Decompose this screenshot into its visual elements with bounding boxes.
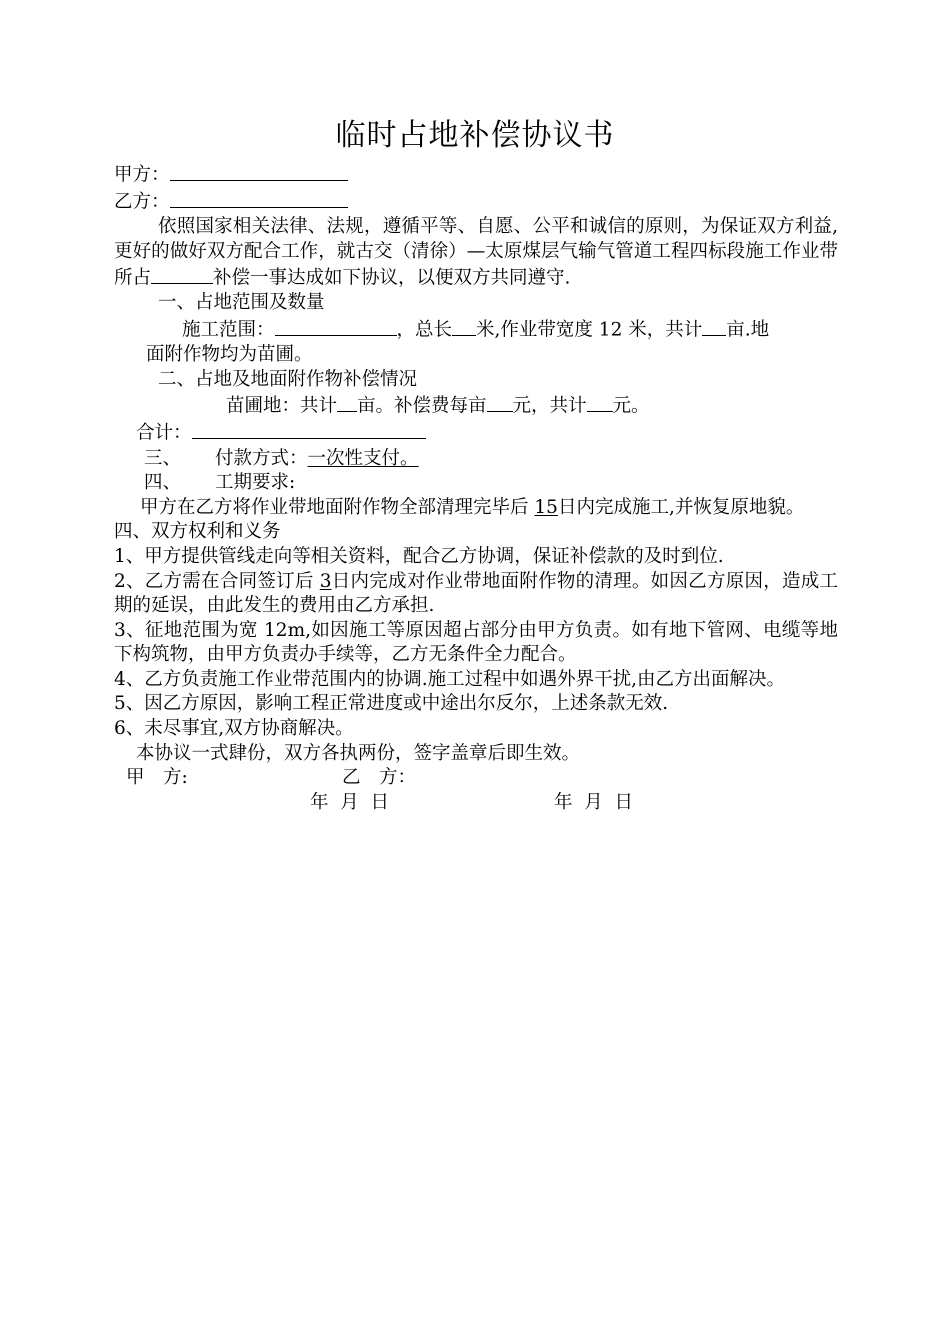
section2-heading: 二、占地及地面附作物补偿情况 <box>158 368 418 390</box>
scope-text-2: 米,作业带宽度 12 米，共计 <box>476 319 703 341</box>
party-b-label: 乙方： <box>114 191 170 213</box>
rights-item-2-days: 3 <box>319 570 332 592</box>
party-a-line <box>114 161 838 188</box>
party-a-blank <box>170 161 348 181</box>
rights-heading: 四、双方权利和义务 <box>114 521 281 543</box>
total-line <box>114 419 838 446</box>
nursery-text-d: 元。 <box>612 395 650 417</box>
scope-text-1: ，总长 <box>396 319 453 341</box>
nursery-text-b: 亩。补偿费每亩 <box>357 395 487 417</box>
document-title: 临时占地补偿协议书 <box>335 118 615 153</box>
signature-party-a: 甲 方: <box>126 767 188 789</box>
section1-scope-cont: 面附作物均为苗圃。 <box>146 344 313 366</box>
schedule-days: 15 <box>534 496 558 518</box>
date-party-a: 年 月 日 <box>310 791 390 813</box>
section4-line <box>114 471 838 496</box>
party-a-label: 甲方： <box>114 164 170 186</box>
rights-item-2-b: 日内完成对作业带地面附作物的清理。如因乙方原因，造成工期的延误，由此发生的费用由乙方承担. <box>114 570 838 617</box>
rights-item-2-a: 2、乙方需在合同签订后 <box>114 570 320 592</box>
scope-label: 施工范围： <box>182 319 275 341</box>
date-line <box>114 791 838 816</box>
nursery-total-blank <box>587 392 613 412</box>
length-blank <box>452 316 476 336</box>
payment-method-value: 一次性支付。 <box>307 447 419 469</box>
schedule-text-b: 日内完成施工,并恢复原地貌。 <box>557 496 805 518</box>
scope-blank <box>275 316 397 336</box>
schedule-text-a: 甲方在乙方将作业带地面附作物全部清理完毕后 <box>140 496 535 518</box>
rights-item-2 <box>114 570 838 619</box>
rights-item-6: 6、未尽事宜,双方协商解决。 <box>114 718 354 740</box>
signature-party-b: 乙 方： <box>342 767 417 789</box>
section4-label: 工期要求: <box>215 472 296 494</box>
party-b-line <box>114 188 838 215</box>
nursery-rate-blank <box>487 392 513 412</box>
rights-item-3: 3、征地范围为宽 12m,如因施工等原因超占部分由甲方负责。如有地下管网、电缆等地下构筑物，由甲方负责办手续等，乙方无条件全力配合。 <box>114 619 838 666</box>
section1-scope-line <box>114 316 838 343</box>
section3-number: 三、 <box>144 447 182 469</box>
intro-text-1: 依照国家相关法律、法规，遵循平等、自愿、公平和诚信的原则，为保证双方利益,更好的做好双方配合工作，就古交（清徐）—太原煤层气输气管道工程四标段施工作业带所占 <box>114 216 838 289</box>
document-body <box>114 161 838 815</box>
section1-heading: 一、占地范围及数量 <box>158 292 325 314</box>
rights-item-4: 4、乙方负责施工作业带范围内的协调.施工过程中如遇外界干扰,由乙方出面解决。 <box>114 668 786 690</box>
nursery-text-a: 苗圃地：共计 <box>226 395 338 417</box>
intro-blank <box>151 264 213 284</box>
intro-text-2: 补偿一事达成如下协议，以便双方共同遵守. <box>213 267 571 289</box>
intro-paragraph <box>114 215 838 291</box>
scope-text-3: 亩.地 <box>726 319 770 341</box>
section3-label: 付款方式： <box>215 447 308 469</box>
rights-item-1: 1、甲方提供管线走向等相关资料，配合乙方协调，保证补偿款的及时到位. <box>114 545 724 567</box>
schedule-paragraph <box>114 496 838 521</box>
closing-statement: 本协议一式肆份，双方各执两份，签字盖章后即生效。 <box>136 742 581 764</box>
section4-number: 四、 <box>144 472 182 494</box>
nursery-line <box>114 392 838 419</box>
nursery-area-blank <box>337 392 357 412</box>
nursery-text-c: 元，共计 <box>512 395 587 417</box>
total-blank <box>192 419 426 439</box>
signature-line <box>114 766 838 791</box>
date-party-b: 年 月 日 <box>554 791 634 813</box>
total-label: 合计： <box>136 422 192 444</box>
rights-item-5: 5、因乙方原因，影响工程正常进度或中途出尔反尔，上述条款无效. <box>114 693 669 715</box>
party-b-blank <box>170 188 348 208</box>
section3-line <box>114 447 838 472</box>
area-blank <box>702 316 726 336</box>
